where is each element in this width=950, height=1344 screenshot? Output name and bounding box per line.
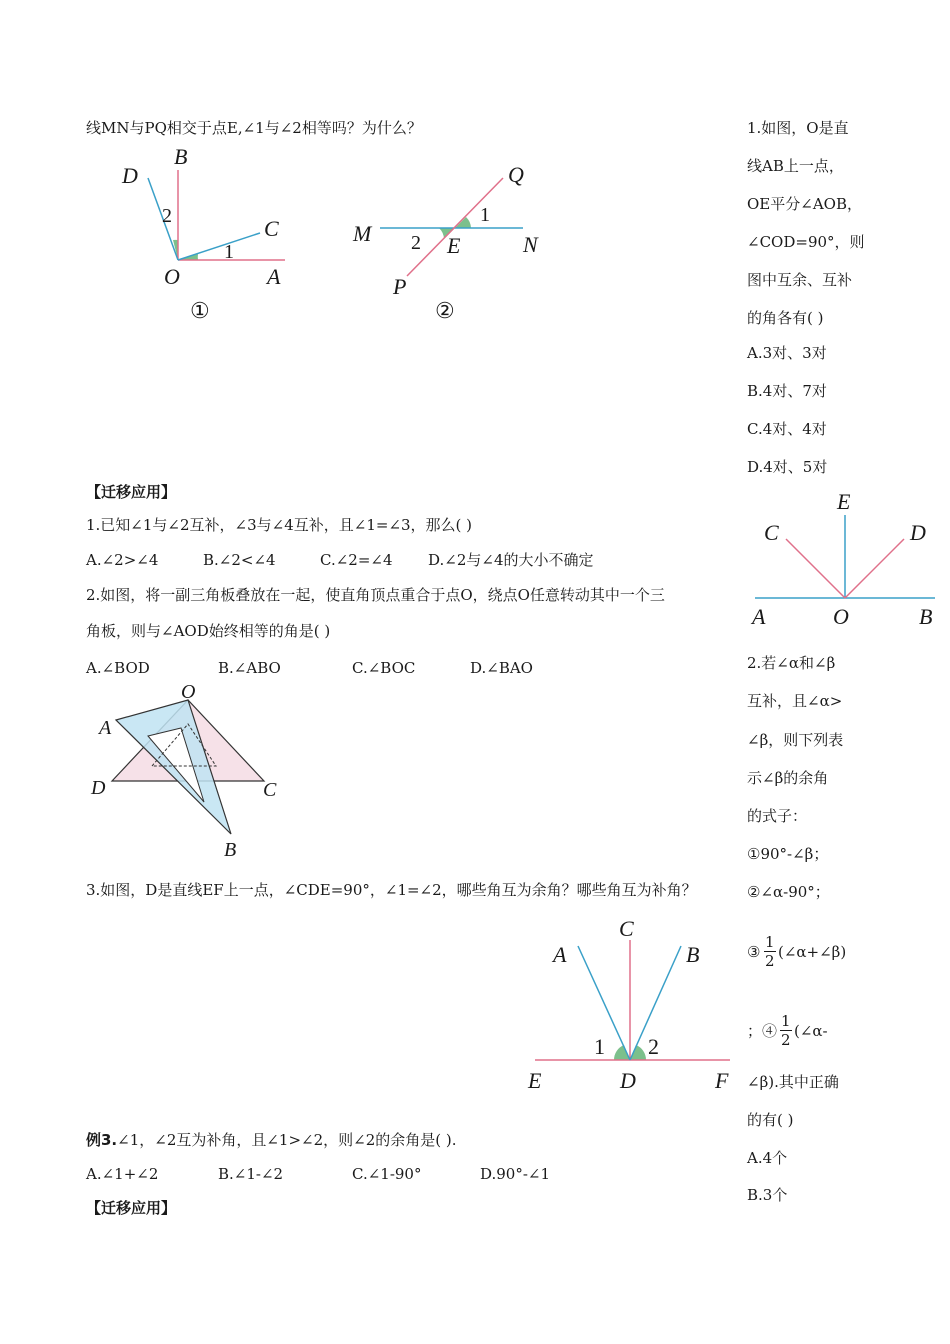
right-q2-item-2: ②∠α-90°； bbox=[747, 883, 830, 901]
right-q1-line-3: OE平分∠AOB， bbox=[747, 195, 862, 213]
label-2: 2 bbox=[411, 232, 421, 254]
right-q2-line-4: 示∠β的余角 bbox=[747, 769, 829, 787]
fraction-one-half-2 bbox=[780, 1012, 792, 1049]
question-2-option-c: C.∠BOC bbox=[352, 659, 416, 677]
label-a: A bbox=[553, 942, 567, 967]
section-heading: 【迁移应用】 bbox=[86, 483, 177, 501]
right-q2-line-1: 2.若∠α和∠β bbox=[747, 654, 836, 672]
question-3-stem: 3.如图，D是直线EF上一点，∠CDE=90°，∠1=∠2，哪些角互为余角？哪些角互为补角？ bbox=[86, 881, 697, 899]
right-q1-option-c: C.4对、4对 bbox=[747, 420, 827, 438]
question-1-option-d: D.∠2与∠4的大小不确定 bbox=[428, 551, 594, 569]
label-d: D bbox=[910, 520, 926, 545]
figure-number-2: ② bbox=[435, 298, 455, 323]
right-q2-line-2: 互补，且∠α> bbox=[747, 692, 843, 710]
right-q1-option-d: D.4对、5对 bbox=[747, 458, 828, 476]
fraction-numerator: 1 bbox=[781, 1012, 791, 1030]
label-m: M bbox=[353, 221, 372, 246]
question-2-option-b: B.∠ABO bbox=[218, 659, 281, 677]
figure-number-1: ① bbox=[190, 298, 210, 323]
right-q1-line-5: 图中互余、互补 bbox=[747, 271, 853, 289]
ray-oc bbox=[786, 539, 845, 598]
label-1: 1 bbox=[594, 1034, 605, 1059]
label-a: A bbox=[99, 717, 112, 739]
right-q2-line-6: ①90°-∠β； bbox=[747, 845, 829, 863]
label-d: D bbox=[122, 163, 138, 188]
label-q: Q bbox=[508, 162, 524, 187]
label-a: A bbox=[267, 264, 281, 289]
question-1-stem: 1.已知∠1与∠2互补，∠3与∠4互补，且∠1=∠3，那么( ) bbox=[86, 516, 473, 534]
example-3 bbox=[86, 1130, 457, 1150]
right-q1-option-b: B.4对、7对 bbox=[747, 382, 827, 400]
example-3-option-a: A.∠1+∠2 bbox=[86, 1165, 159, 1183]
question-2-option-a: A.∠BOD bbox=[86, 659, 150, 677]
example-3-option-b: B.∠1-∠2 bbox=[218, 1165, 284, 1183]
angle-figure-2 bbox=[345, 150, 565, 330]
triangle-rulers-figure bbox=[88, 681, 308, 864]
label-o: O bbox=[164, 264, 180, 289]
fraction-one-half bbox=[764, 933, 776, 970]
label-1: 1 bbox=[480, 204, 490, 226]
right-q2-line-5: 的式子： bbox=[747, 807, 808, 825]
complementary-angles-figure bbox=[520, 912, 750, 1097]
example-3-option-c: C.∠1-90° bbox=[352, 1165, 422, 1183]
label-f: F bbox=[715, 1068, 729, 1093]
label-c: C bbox=[619, 916, 634, 941]
question-2-stem-line-2: 角板，则与∠AOD始终相等的角是( ) bbox=[86, 622, 331, 640]
label-e: E bbox=[447, 233, 461, 258]
label-a: A bbox=[752, 604, 766, 629]
label-c: C bbox=[764, 520, 779, 545]
label-2: 2 bbox=[162, 205, 172, 227]
label-e: E bbox=[837, 489, 851, 514]
label-c: C bbox=[263, 779, 277, 801]
angle-1-mark bbox=[614, 1045, 630, 1060]
label-b: B bbox=[224, 839, 237, 861]
label-2: 2 bbox=[648, 1034, 659, 1059]
question-1-option-b: B.∠2<∠4 bbox=[203, 551, 276, 569]
question-2-stem-line-1: 2.如图，将一副三角板叠放在一起，使直角顶点重合于点O，绕点O任意转动其中一个三 bbox=[86, 586, 665, 604]
ray-oc bbox=[178, 233, 260, 260]
right-q1-line-6: 的角各有( ) bbox=[747, 309, 824, 327]
label-1: 1 bbox=[224, 241, 234, 263]
example-3-stem: ∠1，∠2互为补角，且∠1>∠2，则∠2的余角是( ). bbox=[117, 1131, 457, 1149]
label-o: O bbox=[181, 681, 196, 703]
right-q2-line-3: ∠β，则下列表 bbox=[747, 731, 844, 749]
label-b: B bbox=[174, 144, 188, 169]
fraction-denominator: 2 bbox=[765, 952, 775, 970]
right-q2-tail-1: ∠β).其中正确 bbox=[747, 1073, 839, 1091]
question-1-option-c: C.∠2=∠4 bbox=[320, 551, 393, 569]
right-q2-item-4-prefix: ；④ bbox=[747, 1022, 778, 1040]
right-q1-line-4: ∠COD=90°，则 bbox=[747, 233, 865, 251]
label-b: B bbox=[686, 942, 700, 967]
right-angle-figure bbox=[750, 485, 945, 630]
label-e: E bbox=[528, 1068, 542, 1093]
question-2-option-d: D.∠BAO bbox=[470, 659, 533, 677]
angle-2-mark bbox=[630, 1045, 646, 1060]
right-q1-line-2: 线AB上一点， bbox=[747, 157, 844, 175]
angle-figure-1 bbox=[110, 140, 310, 330]
label-d: D bbox=[91, 777, 106, 799]
right-q2-item-3-suffix: (∠α+∠β) bbox=[778, 943, 847, 961]
label-n: N bbox=[523, 232, 538, 257]
fraction-denominator: 2 bbox=[781, 1031, 791, 1049]
label-p: P bbox=[393, 274, 407, 299]
label-b: B bbox=[919, 604, 933, 629]
right-q2-item-3-prefix: ③ bbox=[747, 943, 761, 961]
fraction-numerator: 1 bbox=[765, 933, 775, 951]
top-question: 线MN与PQ相交于点E,∠1与∠2相等吗？为什么？ bbox=[86, 119, 422, 137]
question-1-option-a: A.∠2>∠4 bbox=[86, 551, 159, 569]
example-3-option-d: D.90°-∠1 bbox=[480, 1165, 551, 1183]
line-pq bbox=[407, 178, 503, 276]
section-heading-2: 【迁移应用】 bbox=[86, 1199, 177, 1217]
ray-od bbox=[845, 539, 904, 598]
right-q2-tail-2: 的有( ) bbox=[747, 1111, 794, 1129]
label-c: C bbox=[264, 216, 279, 241]
label-d: D bbox=[620, 1068, 636, 1093]
right-q1-option-a: A.3对、3对 bbox=[747, 344, 827, 362]
right-q2-option-b: B.3个 bbox=[747, 1186, 788, 1204]
right-q1-line-1: 1.如图，O是直 bbox=[747, 119, 849, 137]
right-q2-item-4-suffix: (∠α- bbox=[794, 1022, 828, 1040]
label-o: O bbox=[833, 604, 849, 629]
right-q2-option-a: A.4个 bbox=[747, 1149, 788, 1167]
example-3-label: 例3. bbox=[86, 1131, 118, 1149]
